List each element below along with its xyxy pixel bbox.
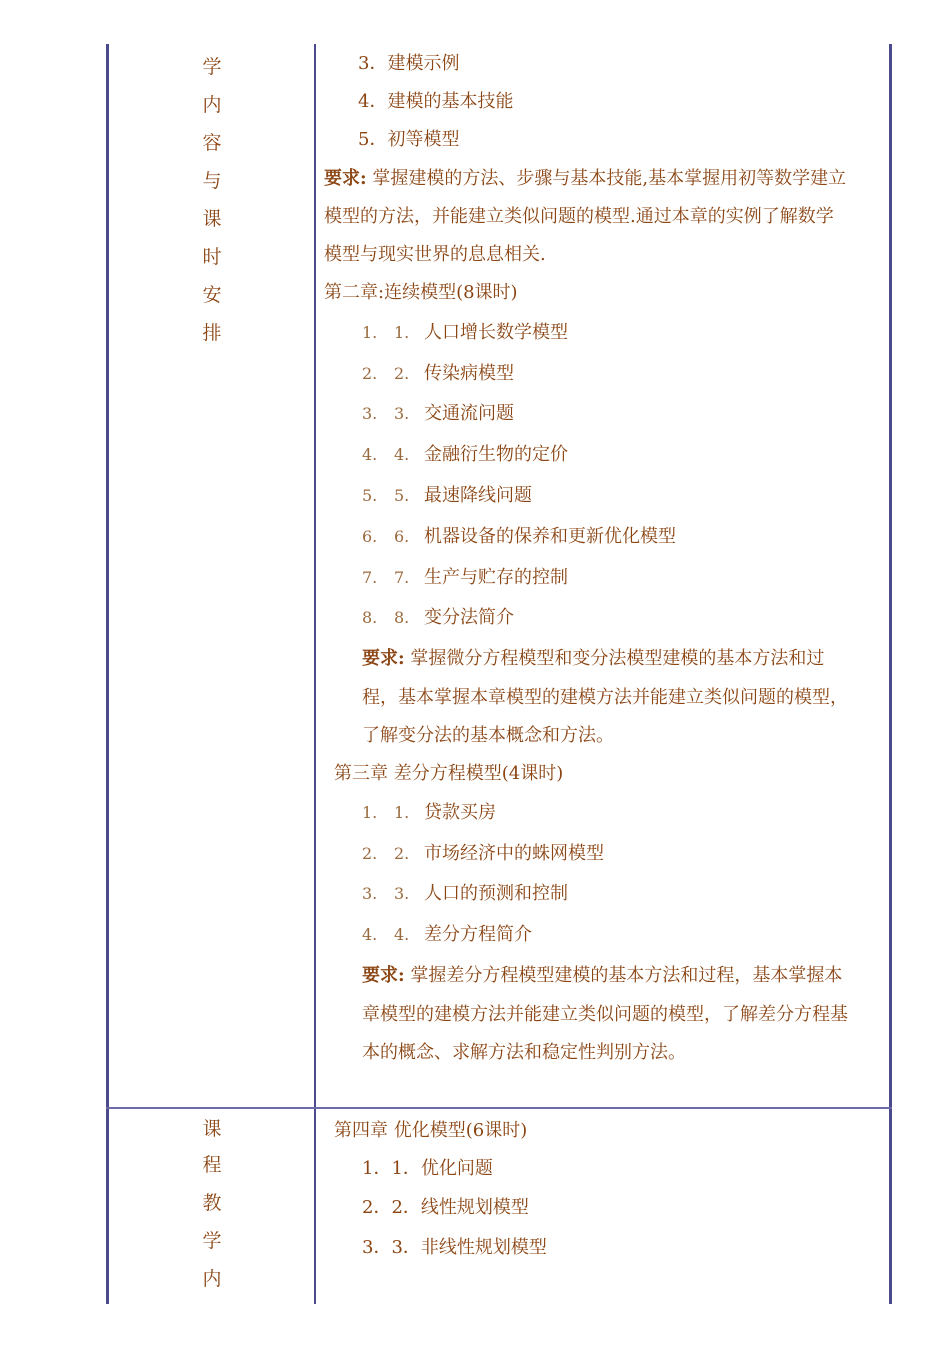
item-text: 贷款买房 (424, 802, 496, 823)
sec1-item (358, 52, 459, 76)
ch4-item (362, 1196, 529, 1220)
item-number: 3. (362, 404, 378, 423)
item-number: 4. (362, 445, 378, 464)
item-number: 5. (362, 486, 378, 505)
item-text: 建模的基本技能 (387, 91, 514, 112)
ch2-item (362, 484, 532, 508)
item-subnumber: 3. (394, 404, 410, 423)
item-text: 市场经济中的蛛网模型 (424, 843, 604, 864)
item-text: 非线性规划模型 (420, 1237, 547, 1258)
row2-label-char: 教 (202, 1192, 222, 1214)
ch3-item (362, 882, 568, 906)
ch3-requirement-line: 本的概念、求解方法和稳定性判别方法。 (362, 1042, 686, 1063)
requirement-text: 掌握建模的方法、步骤与基本技能,基本掌握用初等数学建立 (366, 168, 847, 189)
requirement-text: 掌握差分方程模型建模的基本方法和过程，基本掌握本 (404, 965, 843, 986)
table-column-divider (314, 44, 316, 1304)
ch2-requirement-line: 程，基本掌握本章模型的建模方法并能建立类似问题的模型， (362, 687, 848, 708)
item-text: 交通流问题 (424, 403, 514, 424)
ch2-item (362, 606, 514, 630)
item-text: 人口增长数学模型 (424, 322, 568, 343)
table-row-divider (106, 1107, 892, 1109)
row2-label-char: 内 (202, 1268, 222, 1290)
row1-label-char: 课 (202, 208, 222, 230)
item-subnumber: 1. (394, 323, 410, 342)
item-subnumber: 3. (394, 884, 410, 903)
row2-label-char: 程 (202, 1154, 222, 1176)
table-left-border (106, 44, 109, 1304)
row1-label-char: 学 (202, 56, 222, 78)
item-subnumber: 4. (394, 925, 410, 944)
item-number: 1. (362, 803, 378, 822)
item-subnumber: 4. (394, 445, 410, 464)
requirement-label: 要求: (362, 965, 405, 986)
item-number: 3. (362, 884, 378, 903)
ch2-item (362, 566, 568, 590)
item-text: 传染病模型 (424, 363, 514, 384)
row2-label-char: 学 (202, 1230, 222, 1252)
item-subnumber: 7. (394, 568, 410, 587)
item-subnumber: 2. (394, 844, 410, 863)
item-number: 1. (362, 323, 378, 342)
item-number: 1．1． (362, 1158, 421, 1179)
item-number: 2．2． (362, 1197, 421, 1218)
row1-label-char: 时 (202, 246, 222, 268)
chapter-3-title: 第三章 差分方程模型(4课时) (334, 763, 564, 784)
requirement-label: 要求: (362, 648, 405, 669)
sec1-requirement-line: 模型的方法，并能建立类似问题的模型.通过本章的实例了解数学 (324, 206, 834, 227)
sec1-item (358, 128, 459, 152)
item-number: 6. (362, 527, 378, 546)
sec1-requirement-line: 模型与现实世界的息息相关. (324, 244, 546, 265)
ch2-item (362, 321, 568, 345)
table-right-border (889, 44, 892, 1304)
item-number: 3． (358, 53, 388, 74)
ch2-item (362, 443, 568, 467)
ch2-item (362, 362, 514, 386)
chapter-4-title: 第四章 优化模型(6课时) (334, 1120, 528, 1141)
item-number: 4. (362, 925, 378, 944)
sec1-item (358, 90, 513, 114)
item-text: 优化问题 (420, 1158, 493, 1179)
item-text: 变分法简介 (424, 607, 514, 628)
item-number: 7. (362, 568, 378, 587)
row1-label-char: 容 (202, 132, 222, 154)
item-text: 建模示例 (387, 53, 460, 74)
item-number: 2. (362, 844, 378, 863)
item-number: 2. (362, 364, 378, 383)
item-number: 3．3． (362, 1237, 421, 1258)
item-text: 线性规划模型 (420, 1197, 529, 1218)
row1-label-char: 内 (202, 94, 222, 116)
item-text: 最速降线问题 (424, 485, 532, 506)
item-text: 机器设备的保养和更新优化模型 (424, 526, 676, 547)
sec1-requirement (324, 167, 846, 191)
ch2-item (362, 402, 514, 426)
chapter-2-title: 第二章:连续模型(8课时) (324, 282, 518, 303)
ch3-item (362, 801, 496, 825)
item-subnumber: 2. (394, 364, 410, 383)
item-subnumber: 5. (394, 486, 410, 505)
item-subnumber: 1. (394, 803, 410, 822)
ch2-item (362, 525, 676, 549)
item-number: 8. (362, 608, 378, 627)
item-text: 人口的预测和控制 (424, 883, 568, 904)
requirement-label: 要求: (324, 168, 367, 189)
item-number: 5． (358, 129, 388, 150)
row1-label-char: 与 (202, 170, 222, 192)
requirement-text: 掌握微分方程模型和变分法模型建模的基本方法和过 (404, 648, 825, 669)
ch3-requirement-line: 章模型的建模方法并能建立类似问题的模型，了解差分方程基 (362, 1004, 848, 1025)
item-text: 生产与贮存的控制 (424, 567, 568, 588)
item-subnumber: 6. (394, 527, 410, 546)
ch3-requirement (362, 964, 842, 988)
ch2-requirement (362, 647, 824, 671)
ch4-item (362, 1236, 547, 1260)
ch3-item (362, 842, 604, 866)
ch4-item (362, 1157, 493, 1181)
item-subnumber: 8. (394, 608, 410, 627)
row1-label-char: 安 (202, 284, 222, 306)
item-text: 金融衍生物的定价 (424, 444, 568, 465)
ch3-item (362, 923, 532, 947)
row1-label-char: 排 (202, 322, 222, 344)
ch2-requirement-line: 了解变分法的基本概念和方法。 (362, 725, 614, 746)
item-text: 差分方程简介 (424, 924, 532, 945)
item-text: 初等模型 (387, 129, 460, 150)
row2-label-char: 课 (202, 1118, 222, 1140)
item-number: 4． (358, 91, 388, 112)
